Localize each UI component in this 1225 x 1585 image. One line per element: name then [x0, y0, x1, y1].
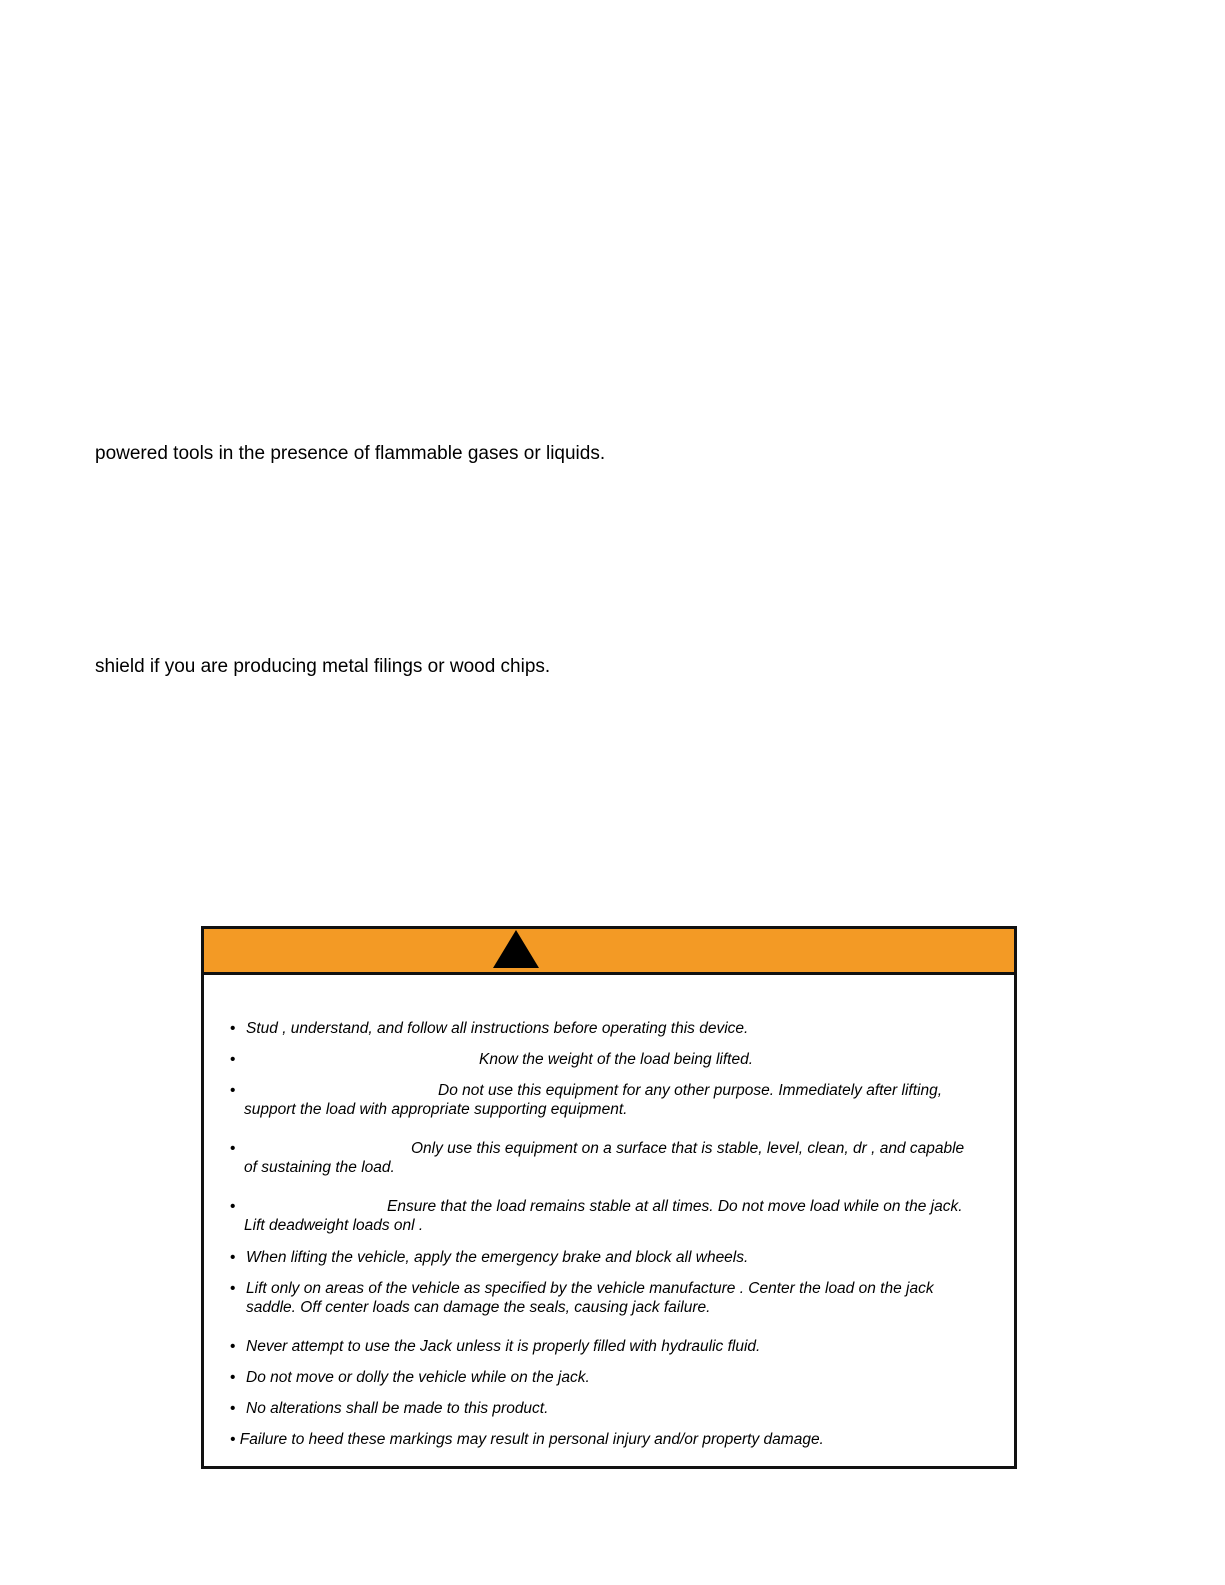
warning-item: Stud , understand, and follow all instructions before operating this device.	[246, 1020, 749, 1037]
bullet-icon: •	[230, 1369, 236, 1386]
body-text-line: powered tools in the presence of flammable gases or liquids.	[95, 443, 606, 464]
warning-item: Do not move or dolly the vehicle while on the jack.	[246, 1369, 590, 1386]
warning-item: Do not use this equipment for any other purpose. Immediately after lifting,	[438, 1082, 943, 1099]
bullet-icon: •	[230, 1198, 236, 1215]
warning-item-continuation: saddle. Off center loads can damage the seals, causing jack failure.	[246, 1299, 711, 1316]
warning-item: Lift only on areas of the vehicle as specified by the vehicle manufacture . Center the load on the jack	[246, 1280, 934, 1297]
warning-item-continuation: Lift deadweight loads onl .	[244, 1217, 424, 1234]
warning-header-bar	[204, 929, 1014, 975]
warning-item: • Failure to heed these markings may result in personal injury and/or property damage.	[230, 1431, 824, 1448]
warning-triangle-icon	[493, 930, 539, 968]
bullet-icon: •	[230, 1140, 236, 1157]
warning-item: No alterations shall be made to this product.	[246, 1400, 549, 1417]
bullet-icon: •	[230, 1400, 236, 1417]
warning-item: Never attempt to use the Jack unless it is properly filled with hydraulic fluid.	[246, 1338, 761, 1355]
warning-item-continuation: support the load with appropriate supporting equipment.	[244, 1101, 628, 1118]
bullet-icon: •	[230, 1051, 236, 1068]
bullet-icon: •	[230, 1249, 236, 1266]
warning-item: Only use this equipment on a surface that is stable, level, clean, dr , and capable	[411, 1140, 965, 1157]
bullet-icon: •	[230, 1082, 236, 1099]
warning-item-continuation: of sustaining the load.	[244, 1159, 395, 1176]
warning-box	[201, 926, 1017, 1469]
bullet-icon: •	[230, 1338, 236, 1355]
warning-item: Know the weight of the load being lifted.	[479, 1051, 754, 1068]
body-text-line: shield if you are producing metal filings or wood chips.	[95, 656, 551, 677]
bullet-icon: •	[230, 1280, 236, 1297]
warning-item: Ensure that the load remains stable at all times. Do not move load while on the jack.	[387, 1198, 963, 1215]
bullet-icon: •	[230, 1020, 236, 1037]
warning-item: When lifting the vehicle, apply the emergency brake and block all wheels.	[246, 1249, 749, 1266]
